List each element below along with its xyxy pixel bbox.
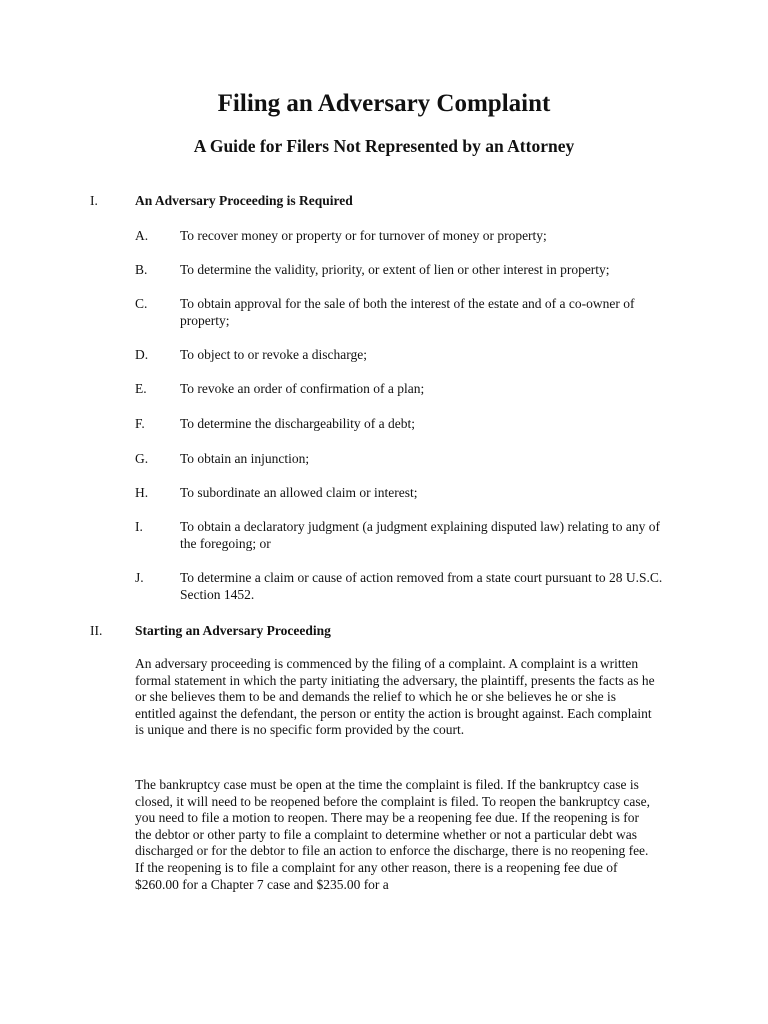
list-item-text: To revoke an order of confirmation of a plan; <box>180 381 425 396</box>
list-item-letter: B. <box>135 262 148 277</box>
list-item-text: To subordinate an allowed claim or interest; <box>180 485 418 500</box>
list-item-letter: A. <box>135 228 149 243</box>
list-item-letter: J. <box>135 570 144 585</box>
list-item-text: To determine the validity, priority, or extent of lien or other interest in property; <box>180 262 610 277</box>
list-item-letter: F. <box>135 416 145 431</box>
paragraph: An adversary proceeding is commenced by the filing of a complaint. A complaint is a written formal statement in which the party initiating the adversary, the plaintiff, presents the facts as he or she believes them to be and demands the relief to which he or she believes he or she is entitled against the defendant, the person or entity the action is brought against. Each complaint is unique and there is no specific form provided by the court. <box>135 656 655 738</box>
section-1-heading <box>90 192 690 209</box>
list-item-letter: I. <box>135 519 143 534</box>
document-subtitle: A Guide for Filers Not Represented by an Attorney <box>193 136 575 156</box>
list-item-text: To obtain a declaratory judgment (a judgment explaining disputed law) relating to any of the foregoing; or <box>180 519 661 551</box>
list-item-letter: H. <box>135 485 149 500</box>
list-item-text: To obtain an injunction; <box>180 451 310 466</box>
list-item-text: To obtain approval for the sale of both the interest of the estate and of a co-owner of property; <box>180 296 635 328</box>
section-1-title: An Adversary Proceeding is Required <box>135 193 353 208</box>
list-item-text: To determine the dischargeability of a debt; <box>180 416 415 431</box>
list-item-letter: C. <box>135 296 148 311</box>
list-item-letter: G. <box>135 451 149 466</box>
list-item-text: To recover money or property or for turnover of money or property; <box>180 228 547 243</box>
list-item-letter: E. <box>135 381 147 396</box>
document-title: Filing an Adversary Complaint <box>217 90 551 117</box>
list-item-letter: D. <box>135 347 149 362</box>
section-2-title: Starting an Adversary Proceeding <box>135 623 331 638</box>
section-2-number: II. <box>90 623 103 638</box>
list-item-text: To determine a claim or cause of action removed from a state court pursuant to 28 U.S.C. Section 1452. <box>180 570 663 602</box>
section-1-number: I. <box>90 193 98 208</box>
list-item-text: To object to or revoke a discharge; <box>180 347 367 362</box>
section-2-heading <box>90 622 690 639</box>
paragraph: The bankruptcy case must be open at the time the complaint is filed. If the bankruptcy case is closed, it will need to be reopened before the complaint is filed. To reopen the bankruptcy case, you need to file a motion to reopen. There may be a reopening fee due. If the reopening is for the debtor or other party to file a complaint to determine whether or not a particular debt was discharged or for the debtor to file an action to enforce the discharge, there is no reopening fee. If the reopening is to file a complaint for any other reason, there is a reopening fee due of $260.00 for a Chapter 7 case and $235.00 for a <box>135 777 651 892</box>
